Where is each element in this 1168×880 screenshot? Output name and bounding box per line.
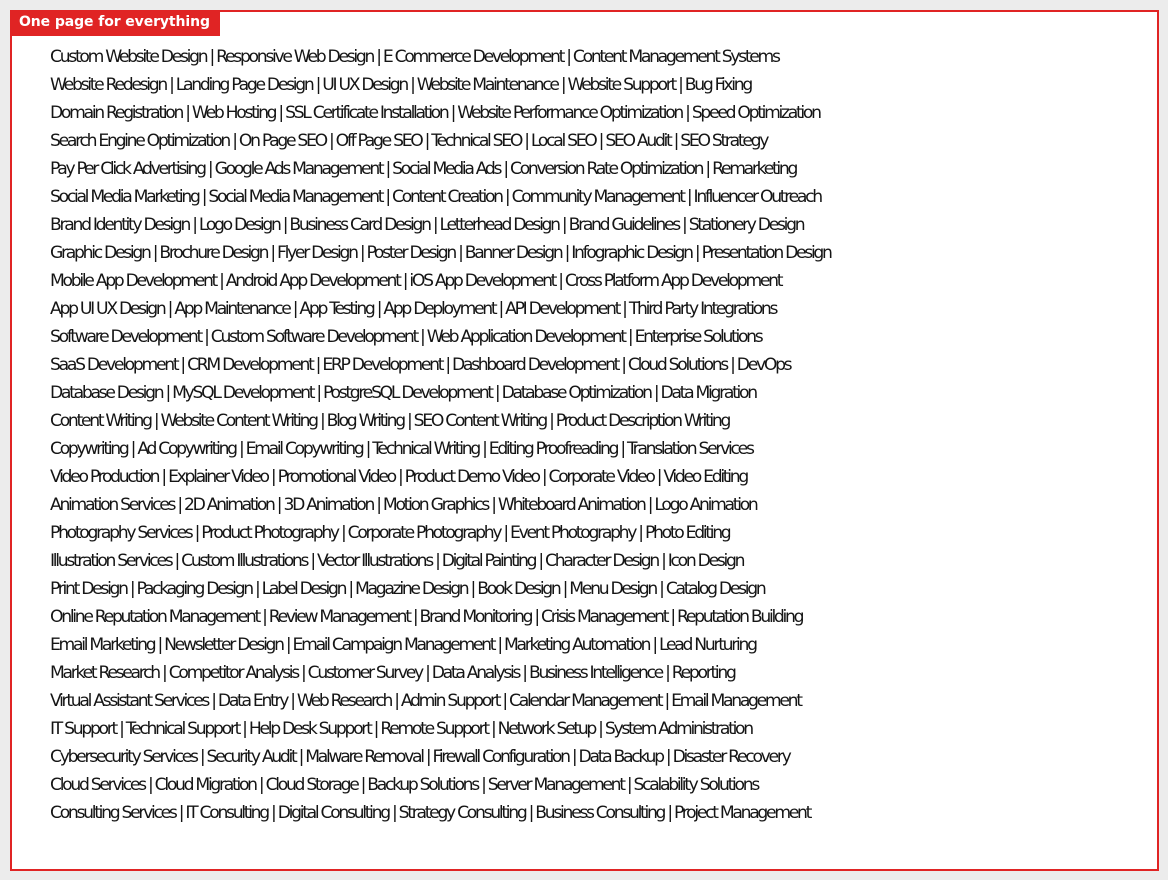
service-line: Mobile App Development | Android App Development | iOS App Development | Cross Platform App Development — [50, 271, 782, 291]
service-line: Illustration Services | Custom Illustrations | Vector Illustrations | Digital Painting | Character Design | Icon Design — [50, 551, 744, 571]
service-line: Cybersecurity Services | Security Audit | Malware Removal | Firewall Configuration | Data Backup | Disaster Recovery — [50, 747, 790, 767]
service-list — [50, 43, 1157, 827]
service-line: Search Engine Optimization | On Page SEO | Off Page SEO | Technical SEO | Local SEO | SEO Audit | SEO Strategy — [50, 131, 768, 151]
service-line: Email Marketing | Newsletter Design | Email Campaign Management | Marketing Automation | Lead Nurturing — [50, 635, 756, 655]
service-line: Website Redesign | Landing Page Design | UI UX Design | Website Maintenance | Website Support | Bug Fixing — [50, 75, 751, 95]
service-line: Content Writing | Website Content Writing | Blog Writing | SEO Content Writing | Product Description Writing — [50, 411, 730, 431]
service-line: Software Development | Custom Software Development | Web Application Development | Enterprise Solutions — [50, 327, 762, 347]
service-line: SaaS Development | CRM Development | ERP Development | Dashboard Development | Cloud Solutions | DevOps — [50, 355, 791, 375]
service-line: Virtual Assistant Services | Data Entry | Web Research | Admin Support | Calendar Management | Email Management — [50, 691, 801, 711]
services-panel — [10, 10, 1159, 871]
service-line: Market Research | Competitor Analysis | Customer Survey | Data Analysis | Business Intelligence | Reporting — [50, 663, 735, 683]
service-line: Video Production | Explainer Video | Promotional Video | Product Demo Video | Corporate Video | Video Editing — [50, 467, 747, 487]
service-line: Print Design | Packaging Design | Label Design | Magazine Design | Book Design | Menu Design | Catalog Design — [50, 579, 765, 599]
service-line: Copywriting | Ad Copywriting | Email Copywriting | Technical Writing | Editing Proofreading | Translation Services — [50, 439, 753, 459]
service-line: Online Reputation Management | Review Management | Brand Monitoring | Crisis Management | Reputation Building — [50, 607, 803, 627]
service-line: Domain Registration | Web Hosting | SSL Certificate Installation | Website Performance Optimization | Speed Optimization — [50, 103, 820, 123]
service-line: Database Design | MySQL Development | PostgreSQL Development | Database Optimization | Data Migration — [50, 383, 756, 403]
service-line: Consulting Services | IT Consulting | Digital Consulting | Strategy Consulting | Business Consulting | Project Management — [50, 803, 811, 823]
service-line: IT Support | Technical Support | Help Desk Support | Remote Support | Network Setup | System Administration — [50, 719, 752, 739]
service-line: Graphic Design | Brochure Design | Flyer Design | Poster Design | Banner Design | Infographic Design | Presentation Design — [50, 243, 831, 263]
service-line: Cloud Services | Cloud Migration | Cloud Storage | Backup Solutions | Server Management | Scalability Solutions — [50, 775, 758, 795]
service-line: Pay Per Click Advertising | Google Ads Management | Social Media Ads | Conversion Rate Optimization | Remarketing — [50, 159, 797, 179]
service-line: Photography Services | Product Photography | Corporate Photography | Event Photography | Photo Editing — [50, 523, 730, 543]
service-line: Social Media Marketing | Social Media Management | Content Creation | Community Management | Influencer Outreach — [50, 187, 821, 207]
panel-title-tag: One page for everything — [10, 10, 220, 36]
service-line: Animation Services | 2D Animation | 3D Animation | Motion Graphics | Whiteboard Animation | Logo Animation — [50, 495, 757, 515]
service-line: App UI UX Design | App Maintenance | App Testing | App Deployment | API Development | Third Party Integrations — [50, 299, 777, 319]
service-line: Brand Identity Design | Logo Design | Business Card Design | Letterhead Design | Brand Guidelines | Stationery Design — [50, 215, 804, 235]
service-line: Custom Website Design | Responsive Web Design | E Commerce Development | Content Management Systems — [50, 47, 779, 67]
